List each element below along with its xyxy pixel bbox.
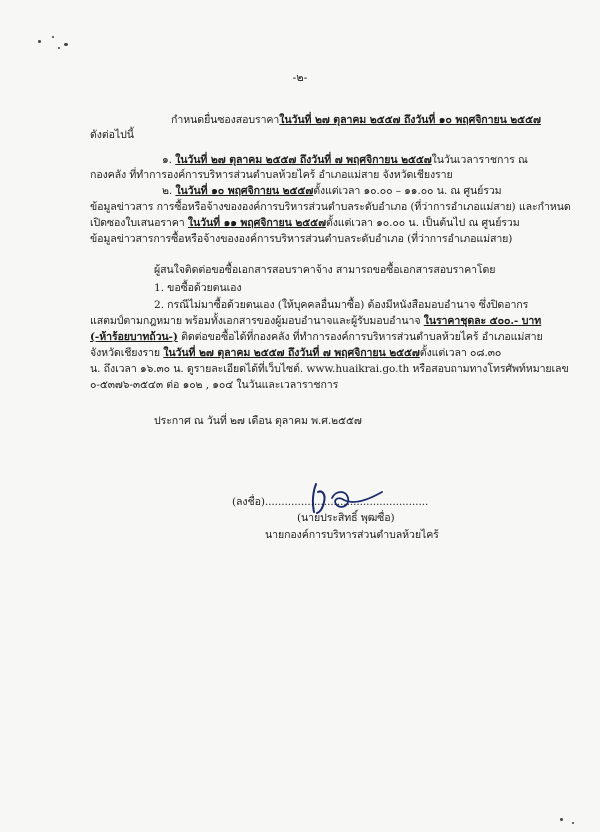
item2-line3-date: ในวันที่ ๑๑ พฤศจิกายน ๒๕๕๗ <box>187 217 326 229</box>
option-2-price-words: (-ห้าร้อยบาทถ้วน-) <box>90 331 178 343</box>
announcement-date: ประกาศ ณ วันที่ ๒๗ เดือน ตุลาคม พ.ศ.๒๕๕๗ <box>154 415 362 427</box>
signatory-title: นายกองค์การบริหารส่วนตำบลห้วยไคร้ <box>265 529 439 541</box>
item1-line2: กองคลัง ที่ทำการองค์การบริหารส่วนตำบลห้วยไคร้ อำเภอแม่สาย จังหวัดเชียงราย <box>90 169 453 181</box>
item1-number: ๑. <box>162 154 172 166</box>
item1-line1 <box>162 153 528 167</box>
option-2-line2-pre: แสตมป์ตามกฎหมาย พร้อมทั้งเอกสารของผู้มอบอำนาจและผู้รับมอบอำนาจ <box>90 315 421 327</box>
item2-date: ในวันที่ ๑๐ พฤศจิกายน ๒๕๕๗ <box>175 185 314 197</box>
item2-line1 <box>162 184 502 198</box>
item2-line3-post: ตั้งแต่เวลา ๑๐.๐๐ น. เป็นต้นไป ณ ศูนย์รวม <box>325 217 520 229</box>
option-2-line3-post: ติดต่อขอซื้อได้ที่กองคลัง ที่ทำการองค์การบริหารส่วนตำบลห้วยไคร้ อำเภอแม่สาย <box>181 331 543 343</box>
option-2-line1: 2. กรณีไม่มาซื้อด้วยตนเอง (ให้บุคคลอื่นมาซื้อ) ต้องมีหนังสือมอบอำนาจ ซึ่งปิดอากร <box>154 299 529 311</box>
option-2-line4-pre: จังหวัดเชียงราย <box>90 347 161 359</box>
scan-speck <box>64 43 68 46</box>
option-2-line4-post: ตั้งแต่เวลา ๐๘.๓๐ <box>419 347 502 359</box>
option-2-price: ในราคาชุดละ ๕๐๐.- บาท <box>423 315 542 327</box>
item2-number: ๒. <box>162 185 173 197</box>
sign-label: (ลงชื่อ).................................................. <box>232 496 429 508</box>
intro-date-range: ในวันที่ ๒๗ ตุลาคม ๒๕๕๗ ถึงวันที่ ๑๐ พฤศจิกายน ๒๕๕๗ <box>279 114 541 126</box>
intro-lead: กำหนดยื่นซองสอบราคา <box>171 114 280 126</box>
item2-line3-pre: เปิดซองใบเสนอราคา <box>90 217 185 229</box>
item2-line4: ข้อมูลข่าวสารการซื้อหรือจ้างขององค์การบริหารส่วนตำบลระดับอำเภอ (ที่ว่าการอำเภอแม่สาย) <box>90 233 513 245</box>
item2-post: ตั้งแต่เวลา ๑๐.๐๐ – ๑๑.๐๐ น. ณ ศูนย์รวม <box>313 185 502 197</box>
interested-line: ผู้สนใจติดต่อขอซื้อเอกสารสอบราคาจ้าง สามารถขอซื้อเอกสารสอบราคาโดย <box>154 264 496 276</box>
item2-line3 <box>90 216 520 230</box>
item1-post: ในวันเวลาราชการ ณ <box>431 154 528 166</box>
option-2-date: ในวันที่ ๒๗ ตุลาคม ๒๕๕๗ ถึงวันที่ ๗ พฤศจิกายน ๒๕๕๗ <box>163 347 420 359</box>
option-2-line5: น. ถึงเวลา ๑๖.๓๐ น. ดูรายละเอียดได้ที่เว็บไซต์. www.huaikrai.go.th หรือสอบถามทางโทรศัพท์หมายเลข <box>90 363 569 375</box>
intro-follow: ดังต่อไปนี้ <box>90 129 134 141</box>
option-2-line4 <box>90 346 501 360</box>
option-2-line6: ๐-๕๓๗๖-๓๕๔๓ ต่อ ๑๐๒ , ๑๐๔ ในวันและเวลาราชการ <box>90 379 339 391</box>
scan-speck <box>52 36 54 38</box>
intro-line <box>171 113 541 127</box>
page-number: -๒- <box>292 71 308 84</box>
option-1: 1. ขอซื้อด้วยตนเอง <box>154 282 242 294</box>
option-2-line2 <box>90 314 541 328</box>
item1-date: ในวันที่ ๒๗ ตุลาคม ๒๕๕๗ ถึงวันที่ ๗ พฤศจิกายน ๒๕๕๗ <box>175 154 432 166</box>
scan-speck <box>572 822 574 824</box>
signatory-name: (นายประสิทธิ์ พุฒซื่อ) <box>297 512 395 524</box>
scan-speck <box>58 47 60 49</box>
item2-line2: ข้อมูลข่าวสาร การซื้อหรือจ้างขององค์การบริหารส่วนตำบลระดับอำเภอ (ที่ว่าการอำเภอแม่สาย) และกำหนด <box>90 201 571 213</box>
scan-speck <box>38 40 41 43</box>
option-2-line3 <box>90 330 543 344</box>
scan-speck <box>560 818 563 821</box>
